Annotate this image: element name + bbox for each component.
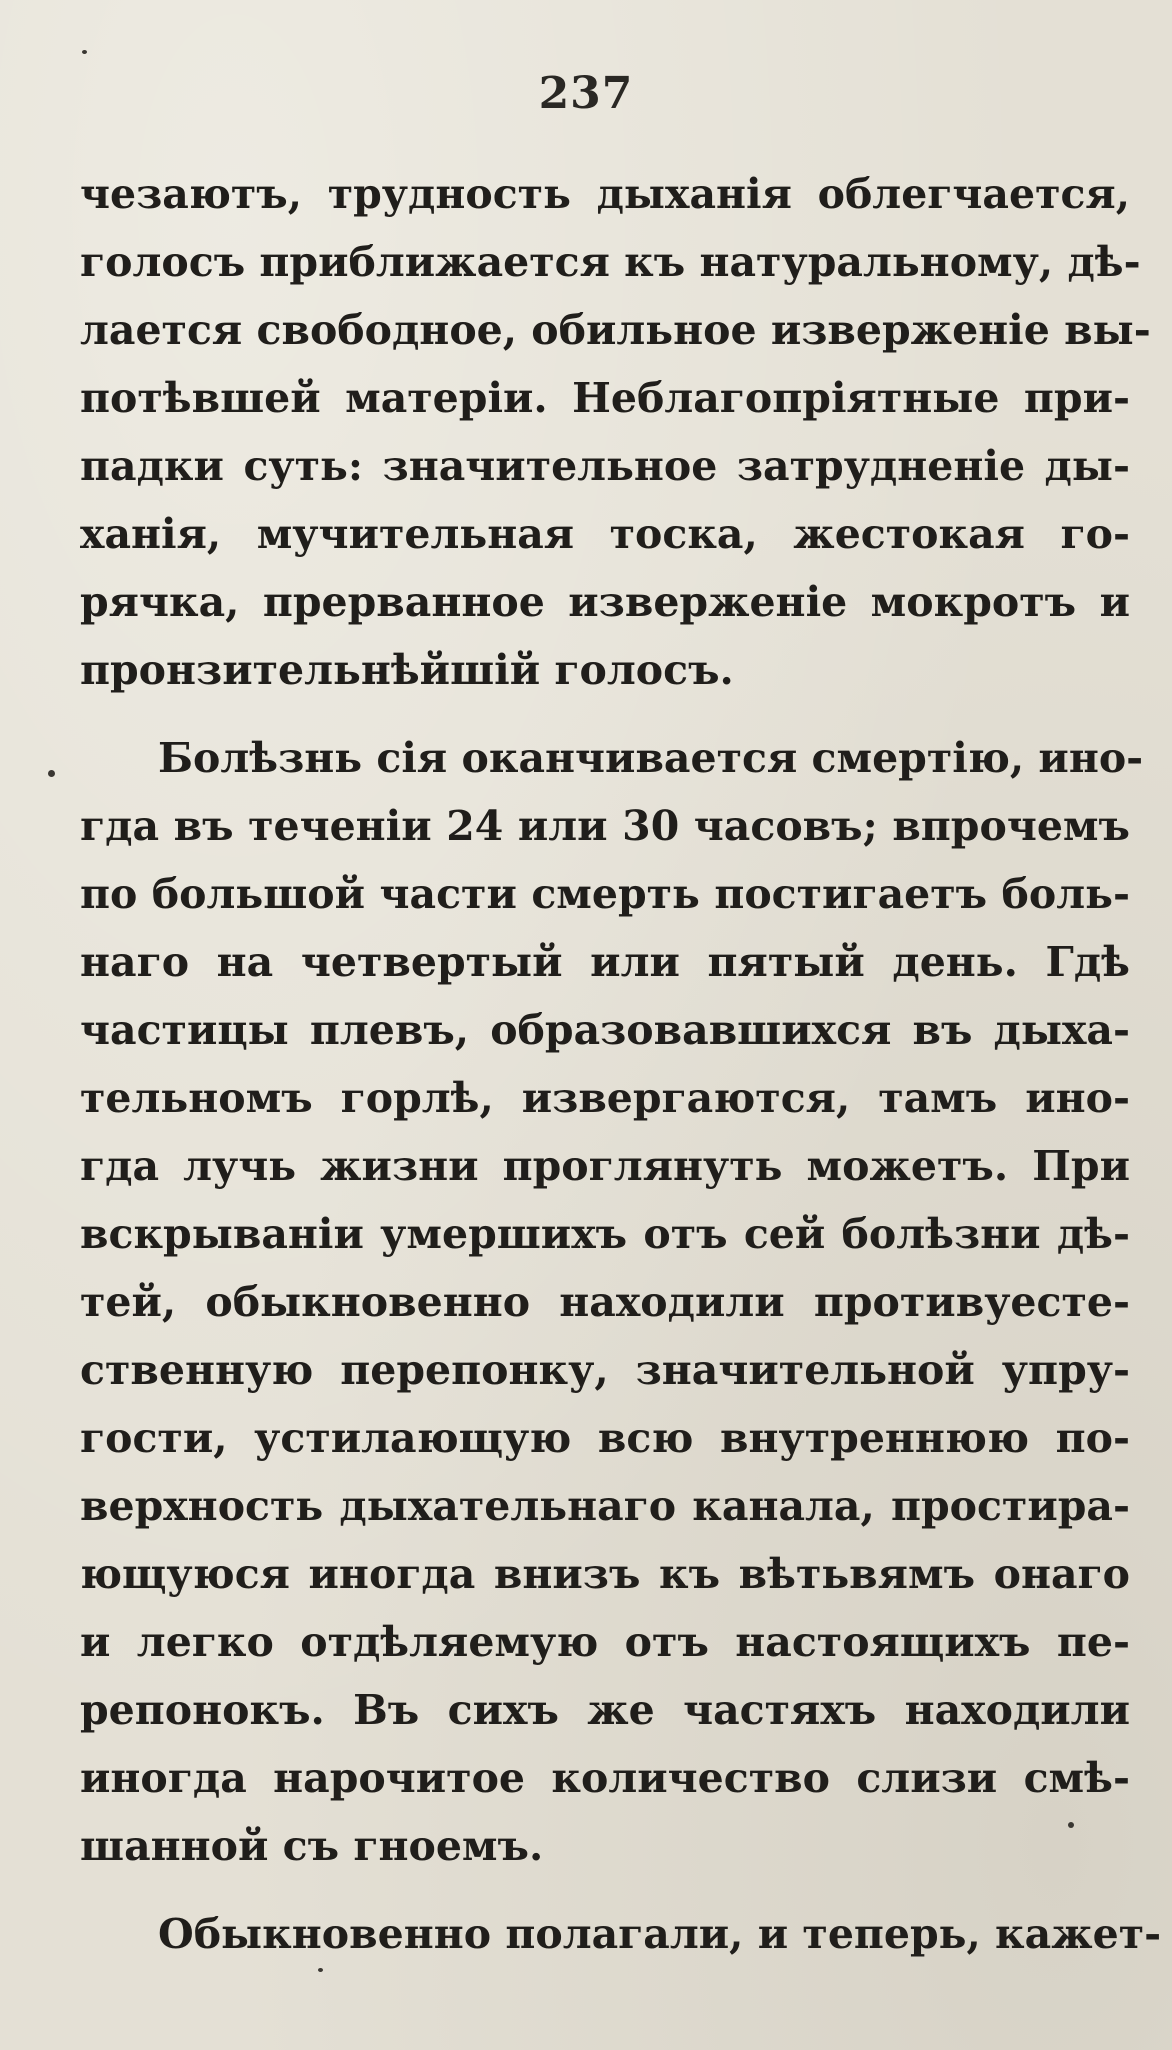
text-line: тей, обыкновенно находили противуесте- (80, 1278, 1130, 1326)
text-line: потѣвшей матеріи. Неблагопріятные при- (80, 374, 1130, 422)
text-line: пронзительнѣйшій голосъ. (80, 646, 734, 694)
text-line: голосъ приближается къ натуральному, дѣ- (80, 238, 1141, 286)
text-line: тельномъ горлѣ, извергаются, тамъ ино- (80, 1074, 1130, 1122)
page-number: 237 (538, 68, 634, 119)
paragraph (80, 724, 1144, 1880)
paragraph (80, 1900, 1162, 1968)
paragraph-gap (80, 704, 1130, 724)
text-line: вскрываніи умершихъ отъ сей болѣзни дѣ- (80, 1210, 1130, 1258)
paper-speck (1068, 1822, 1074, 1828)
text-line: ющуюся иногда внизъ къ вѣтьвямъ онаго (80, 1550, 1130, 1598)
text-line: рячка, прерванное изверженіе мокротъ и (80, 578, 1130, 626)
text-line: частицы плевъ, образовавшихся въ дыха- (80, 1006, 1130, 1054)
text-line: репонокъ. Въ сихъ же частяхъ находили (80, 1686, 1130, 1734)
text-line: гда въ теченіи 24 или 30 часовъ; впрочемъ (80, 802, 1130, 850)
text-line: Обыкновенно полагали, и теперь, кажет- (158, 1910, 1162, 1958)
text-line: лается свободное, обильное изверженіе вы- (80, 306, 1151, 354)
text-line: падки суть: значительное затрудненіе ды- (80, 442, 1130, 490)
text-line: наго на четвертый или пятый день. Гдѣ (80, 938, 1130, 986)
paper-speck (48, 770, 55, 777)
text-line: чезаютъ, трудность дыханія облегчается, (80, 170, 1130, 218)
paragraph (80, 160, 1151, 704)
text-line: гда лучь жизни проглянуть можетъ. При (80, 1142, 1130, 1190)
paper-speck (82, 50, 87, 54)
text-line: ханія, мучительная тоска, жестокая го- (80, 510, 1130, 558)
text-line: гости, устилающую всю внутреннюю по- (80, 1414, 1130, 1462)
text-line: иногда нарочитое количество слизи смѣ- (80, 1754, 1130, 1802)
body-text (80, 160, 1162, 1968)
paragraph-gap (80, 1880, 1130, 1900)
text-line: шанной съ гноемъ. (80, 1822, 544, 1870)
text-line: Болѣзнь сія оканчивается смертію, ино- (158, 734, 1144, 782)
text-line: и легко отдѣляемую отъ настоящихъ пе- (80, 1618, 1130, 1666)
text-line: ственную перепонку, значительной упру- (80, 1346, 1130, 1394)
text-line: по большой части смерть постигаетъ боль- (80, 870, 1130, 918)
paper-speck (318, 1968, 323, 1972)
text-line: верхность дыхательнаго канала, простира- (80, 1482, 1130, 1530)
